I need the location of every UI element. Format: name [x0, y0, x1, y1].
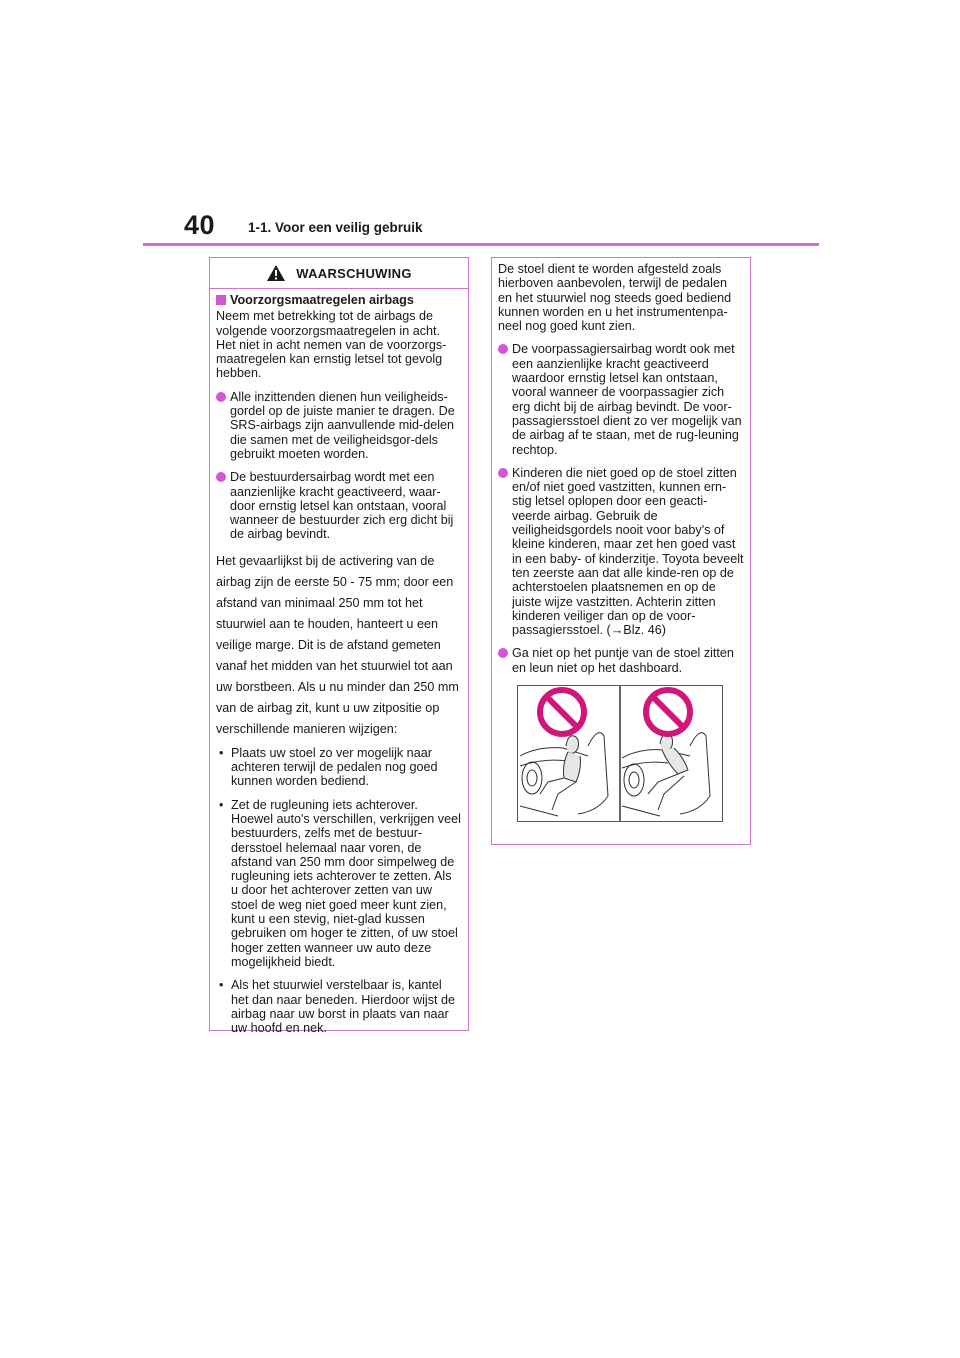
sub-bullet-text: Zet de rugleuning iets achterover. Hoewel auto's verschillen, verkrijgen veel bestuurders, zelfs met de bestuur-dersstoel helemaal naar voren, de afstand van 250 mm door simpelweg de rugleuning iets achterover te zetten. Als u door het achterover zetten van uw stoel de weg niet goed meer kunt zien, kunt u een stevig, niet-glad kussen gebruiken om hoger te zitten, of uw stoel hoger zetten wanneer uw auto deze mogelijkheid biedt.	[231, 797, 461, 969]
list-item	[216, 390, 462, 461]
circle-bullet-icon	[216, 392, 226, 402]
small-bullet-icon: •	[219, 797, 224, 812]
square-bullet-icon	[216, 295, 226, 305]
section-title: 1-1. Voor een veilig gebruik	[248, 220, 423, 235]
list-item	[216, 798, 462, 970]
circle-bullet-icon	[498, 468, 508, 478]
sub-bullet-text: Plaats uw stoel zo ver mogelijk naar achteren terwijl de pedalen nog goed kunnen worden bediend.	[231, 745, 438, 789]
sub-bullet-text: Als het stuurwiel verstelbaar is, kantel het dan naar beneden. Hierdoor wijst de airbag naar uw borst in plaats van naar uw hoofd en nek.	[231, 978, 456, 1036]
warning-header	[210, 258, 468, 289]
list-item	[498, 342, 744, 456]
warning-title: WAARSCHUWING	[296, 265, 412, 281]
prohibition-icon	[540, 690, 584, 734]
small-bullet-icon: •	[219, 745, 224, 760]
warning-box	[209, 257, 469, 1036]
bullet-text: De bestuurdersairbag wordt met een aanzienlijke kracht geactiveerd, waar-door ernstig letsel kan ontstaan, vooral wanneer de bestuurder zich erg dicht bij de airbag bevindt.	[230, 470, 454, 542]
small-bullet-icon: •	[219, 978, 224, 993]
list-item	[498, 646, 744, 675]
warning-intro: Neem met betrekking tot de airbags de volgende voorzorgsmaatregelen in acht. Het niet in acht nemen van de voorzorgs-maatregelen kan ernstig letsel tot gevolg hebben.	[216, 309, 447, 381]
list-item	[498, 466, 744, 638]
header-divider	[143, 243, 819, 246]
warning-heading	[216, 293, 462, 307]
bullet-text: Alle inzittenden dienen hun veiligheids-gordel op de juiste manier te dragen. De SRS-airbags zijn aanvullende mid-delen die samen met de veiligheidsgor-dels gebruikt moeten worden.	[230, 389, 455, 461]
prohibition-icon	[646, 690, 690, 734]
bullet-text: Ga niet op het puntje van de stoel zitten en leun niet op het dashboard.	[512, 646, 734, 675]
circle-bullet-icon	[498, 344, 508, 354]
list-item	[216, 746, 462, 789]
list-item	[216, 978, 462, 1035]
circle-bullet-icon	[498, 648, 508, 658]
bullet-text: De voorpassagiersairbag wordt ook met een aanzienlijke kracht geactiveerd waardoor ernstig letsel kan ontstaan, vooral wanneer de voorpassagier zich erg dicht bij de airbag bevindt. De voor-passagiersstoel dient zo ver mogelijk van de airbag af te staan, met de rug-leuning rechtop.	[512, 342, 742, 457]
warning-heading-text: Voorzorgsmaatregelen airbags	[230, 293, 414, 307]
page-number: 40	[184, 210, 216, 240]
continued-paragraph: De stoel dient te worden afgesteld zoals hierboven aanbevolen, terwijl de pedalen en het stuurwiel nog steeds goed bediend kunnen worden en u het instrumentenpa-neel nog goed kunt zien.	[498, 262, 732, 334]
illustration-incorrect-seating	[517, 685, 723, 822]
bullet-text: Kinderen die niet goed op de stoel zitten en/of niet goed vastzitten, kunnen ern-stig letsel oplopen door een geacti-veerde airbag. Gebruik de veiligheidsgordels nooit voor baby's of kleine kinderen, maar zet hen goed vast in een baby- of kinderzitje. Toyota beveelt ten zeerste aan dat alle kinde-ren op de achterstoelen plaatsnemen en op de juiste wijze vastzitten. Achterin zitten kinderen veiliger dan op de voor-passagiersstoel. (→Blz. 46)	[512, 465, 744, 638]
danger-paragraph: Het gevaarlijkst bij de activering van de airbag zijn de eerste 50 - 75 mm; door een afstand van minimaal 250 mm tot het stuurwiel aan te houden, hanteert u een veilige marge. Dit is de afstand gemeten vanaf het midden van het stuurwiel tot aan uw borstbeen. Als u nu minder dan 250 mm van de airbag zit, kunt u uw zitpositie op verschillende manieren wijzigen:	[216, 553, 459, 736]
list-item	[216, 470, 462, 541]
warning-triangle-icon	[266, 264, 286, 282]
circle-bullet-icon	[216, 472, 226, 482]
warning-continued-box	[491, 257, 751, 845]
